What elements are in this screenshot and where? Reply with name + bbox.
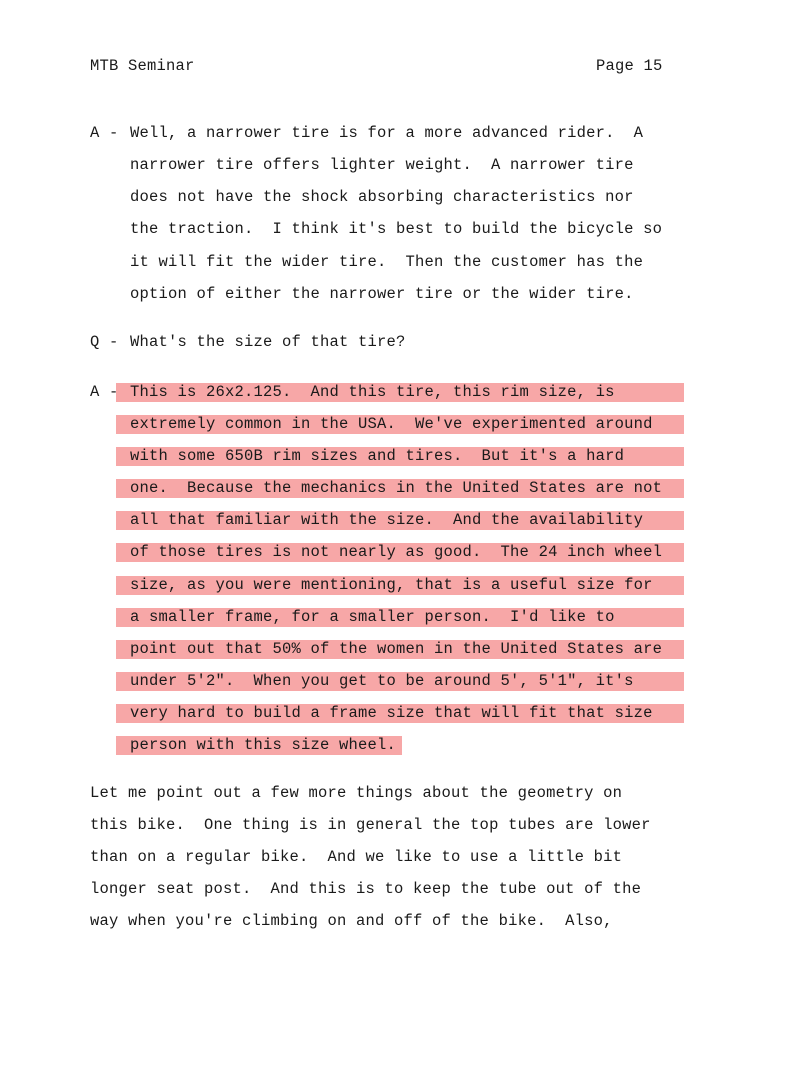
highlighted-line: size, as you were mentioning, that is a useful size for [130, 576, 653, 594]
highlighted-line: under 5'2". When you get to be around 5', 5'1", it's [130, 672, 634, 690]
highlighted-line: with some 650B rim sizes and tires. But it's a hard [130, 447, 625, 465]
answer-marker: A - [90, 124, 119, 142]
highlighted-line: a smaller frame, for a smaller person. I'd like to [130, 608, 615, 626]
answer-line: narrower tire offers lighter weight. A narrower tire [130, 156, 634, 174]
highlighted-line: of those tires is not nearly as good. The 24 inch wheel [130, 543, 663, 561]
answer-line: option of either the narrower tire or the wider tire. [130, 285, 634, 303]
highlighted-line: very hard to build a frame size that will fit that size [130, 704, 653, 722]
paragraph-line: than on a regular bike. And we like to use a little bit [90, 848, 623, 866]
highlighted-line: one. Because the mechanics in the United States are not [130, 479, 663, 497]
highlighted-line: This is 26x2.125. And this tire, this rim size, is [130, 383, 615, 401]
answer-marker: A - [90, 383, 119, 401]
paragraph-line: this bike. One thing is in general the top tubes are lower [90, 816, 651, 834]
highlighted-line: point out that 50% of the women in the United States are [130, 640, 663, 658]
answer-line: it will fit the wider tire. Then the customer has the [130, 253, 644, 271]
question-text: What's the size of that tire? [130, 333, 406, 351]
paragraph-line: way when you're climbing on and off of the bike. Also, [90, 912, 613, 930]
paragraph-line: longer seat post. And this is to keep the tube out of the [90, 880, 642, 898]
highlighted-line: extremely common in the USA. We've experimented around [130, 415, 653, 433]
answer-line: does not have the shock absorbing characteristics nor [130, 188, 634, 206]
question-marker: Q - [90, 333, 119, 351]
highlighted-line: person with this size wheel. [130, 736, 397, 754]
page-number: Page 15 [596, 57, 663, 75]
answer-line: the traction. I think it's best to build the bicycle so [130, 220, 663, 238]
highlighted-line: all that familiar with the size. And the availability [130, 511, 644, 529]
document-title: MTB Seminar [90, 57, 195, 75]
paragraph-line: Let me point out a few more things about the geometry on [90, 784, 623, 802]
answer-line: Well, a narrower tire is for a more advanced rider. A [130, 124, 644, 142]
